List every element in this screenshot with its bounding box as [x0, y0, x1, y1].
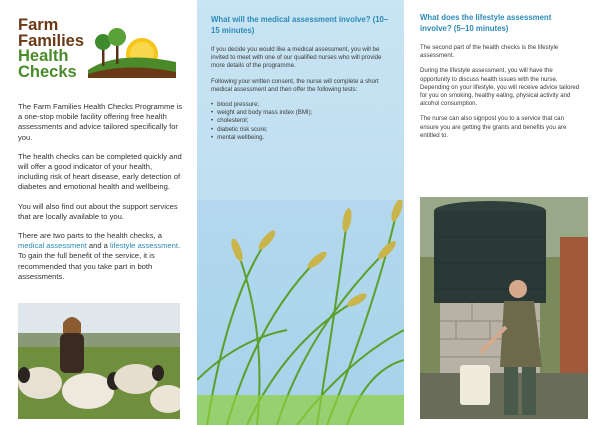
farm-families-logo: [18, 18, 183, 80]
intro-p4-part-a: There are two parts to the health checks, a: [18, 231, 162, 241]
tree-sun-hill-icon: [88, 22, 176, 78]
logo-word-4: Checks: [18, 62, 77, 81]
medical-heading: What will the medical assessment involve? (10–15 minutes): [211, 15, 389, 35]
logo-text: [18, 18, 84, 80]
lifestyle-paragraph-3: The nurse can also signpost you to a service that can ensure you are getting the grants and benefits you are entitled to.: [420, 115, 567, 139]
lifestyle-assessment-link[interactable]: lifestyle assessment: [110, 241, 178, 251]
lifestyle-column: [404, 0, 600, 425]
test-item: • blood pressure;: [211, 101, 392, 109]
farmer-water-tank-photo: [420, 197, 588, 419]
test-item: • diabetic risk score;: [211, 126, 392, 134]
logo-word-2: Families: [18, 31, 85, 50]
test-item: • mental wellbeing.: [211, 134, 392, 142]
test-item: • cholesterol;: [211, 117, 392, 125]
medical-column: [197, 0, 404, 425]
test-item: • weight and body mass index (BMI);: [211, 109, 392, 117]
intro-p4-part-b: and a: [86, 241, 111, 251]
medical-text-panel: [197, 0, 404, 200]
lifestyle-paragraph-1: The second part of the health checks is the lifestyle assessment.: [420, 44, 559, 60]
intro-paragraph-1: The Farm Families Health Checks Programme is a one-stop mobile facility offering free health assessments and advice tailored specifically for you.: [18, 102, 183, 142]
woman-with-sheep-photo: [18, 303, 180, 419]
lifestyle-heading: What does the lifestyle assessment involve? (5–10 minutes): [420, 13, 552, 33]
intro-paragraph-2: The health checks can be completed quickly and will offer a good indicator of your health, including risk of heart disease, early detection of diabetes and emotional health and wellbeing.: [18, 151, 182, 192]
lifestyle-paragraph-2: During the lifestyle assessment, you will have the opportunity to discuss health issues with the nurse. Depending on your lifestyle, you will receive advice tailored for you on smoking, healthy eating, physical activity and alcohol consumption.: [420, 67, 580, 108]
intro-paragraph-4: [18, 231, 183, 282]
medical-paragraph-1: If you decide you would like a medical assessment, you will be invited to meet with one of our qualified nurses who will provide more details of the programme.: [211, 46, 382, 70]
logo-word-3: Health: [18, 47, 69, 65]
medical-assessment-link[interactable]: medical assessment: [18, 241, 87, 251]
medical-paragraph-2: Following your written consent, the nurse will complete a short medical assessment and then offer the following tests:: [211, 77, 379, 93]
medical-tests-list: [211, 101, 392, 142]
logo-word-1: Farm: [18, 16, 59, 34]
intro-p4-part-c: . To gain the full benefit of the service, it is recommended that you take part in both assessments.: [18, 241, 181, 281]
intro-paragraph-3: You will also find out about the support services that are locally available to you.: [18, 201, 178, 221]
